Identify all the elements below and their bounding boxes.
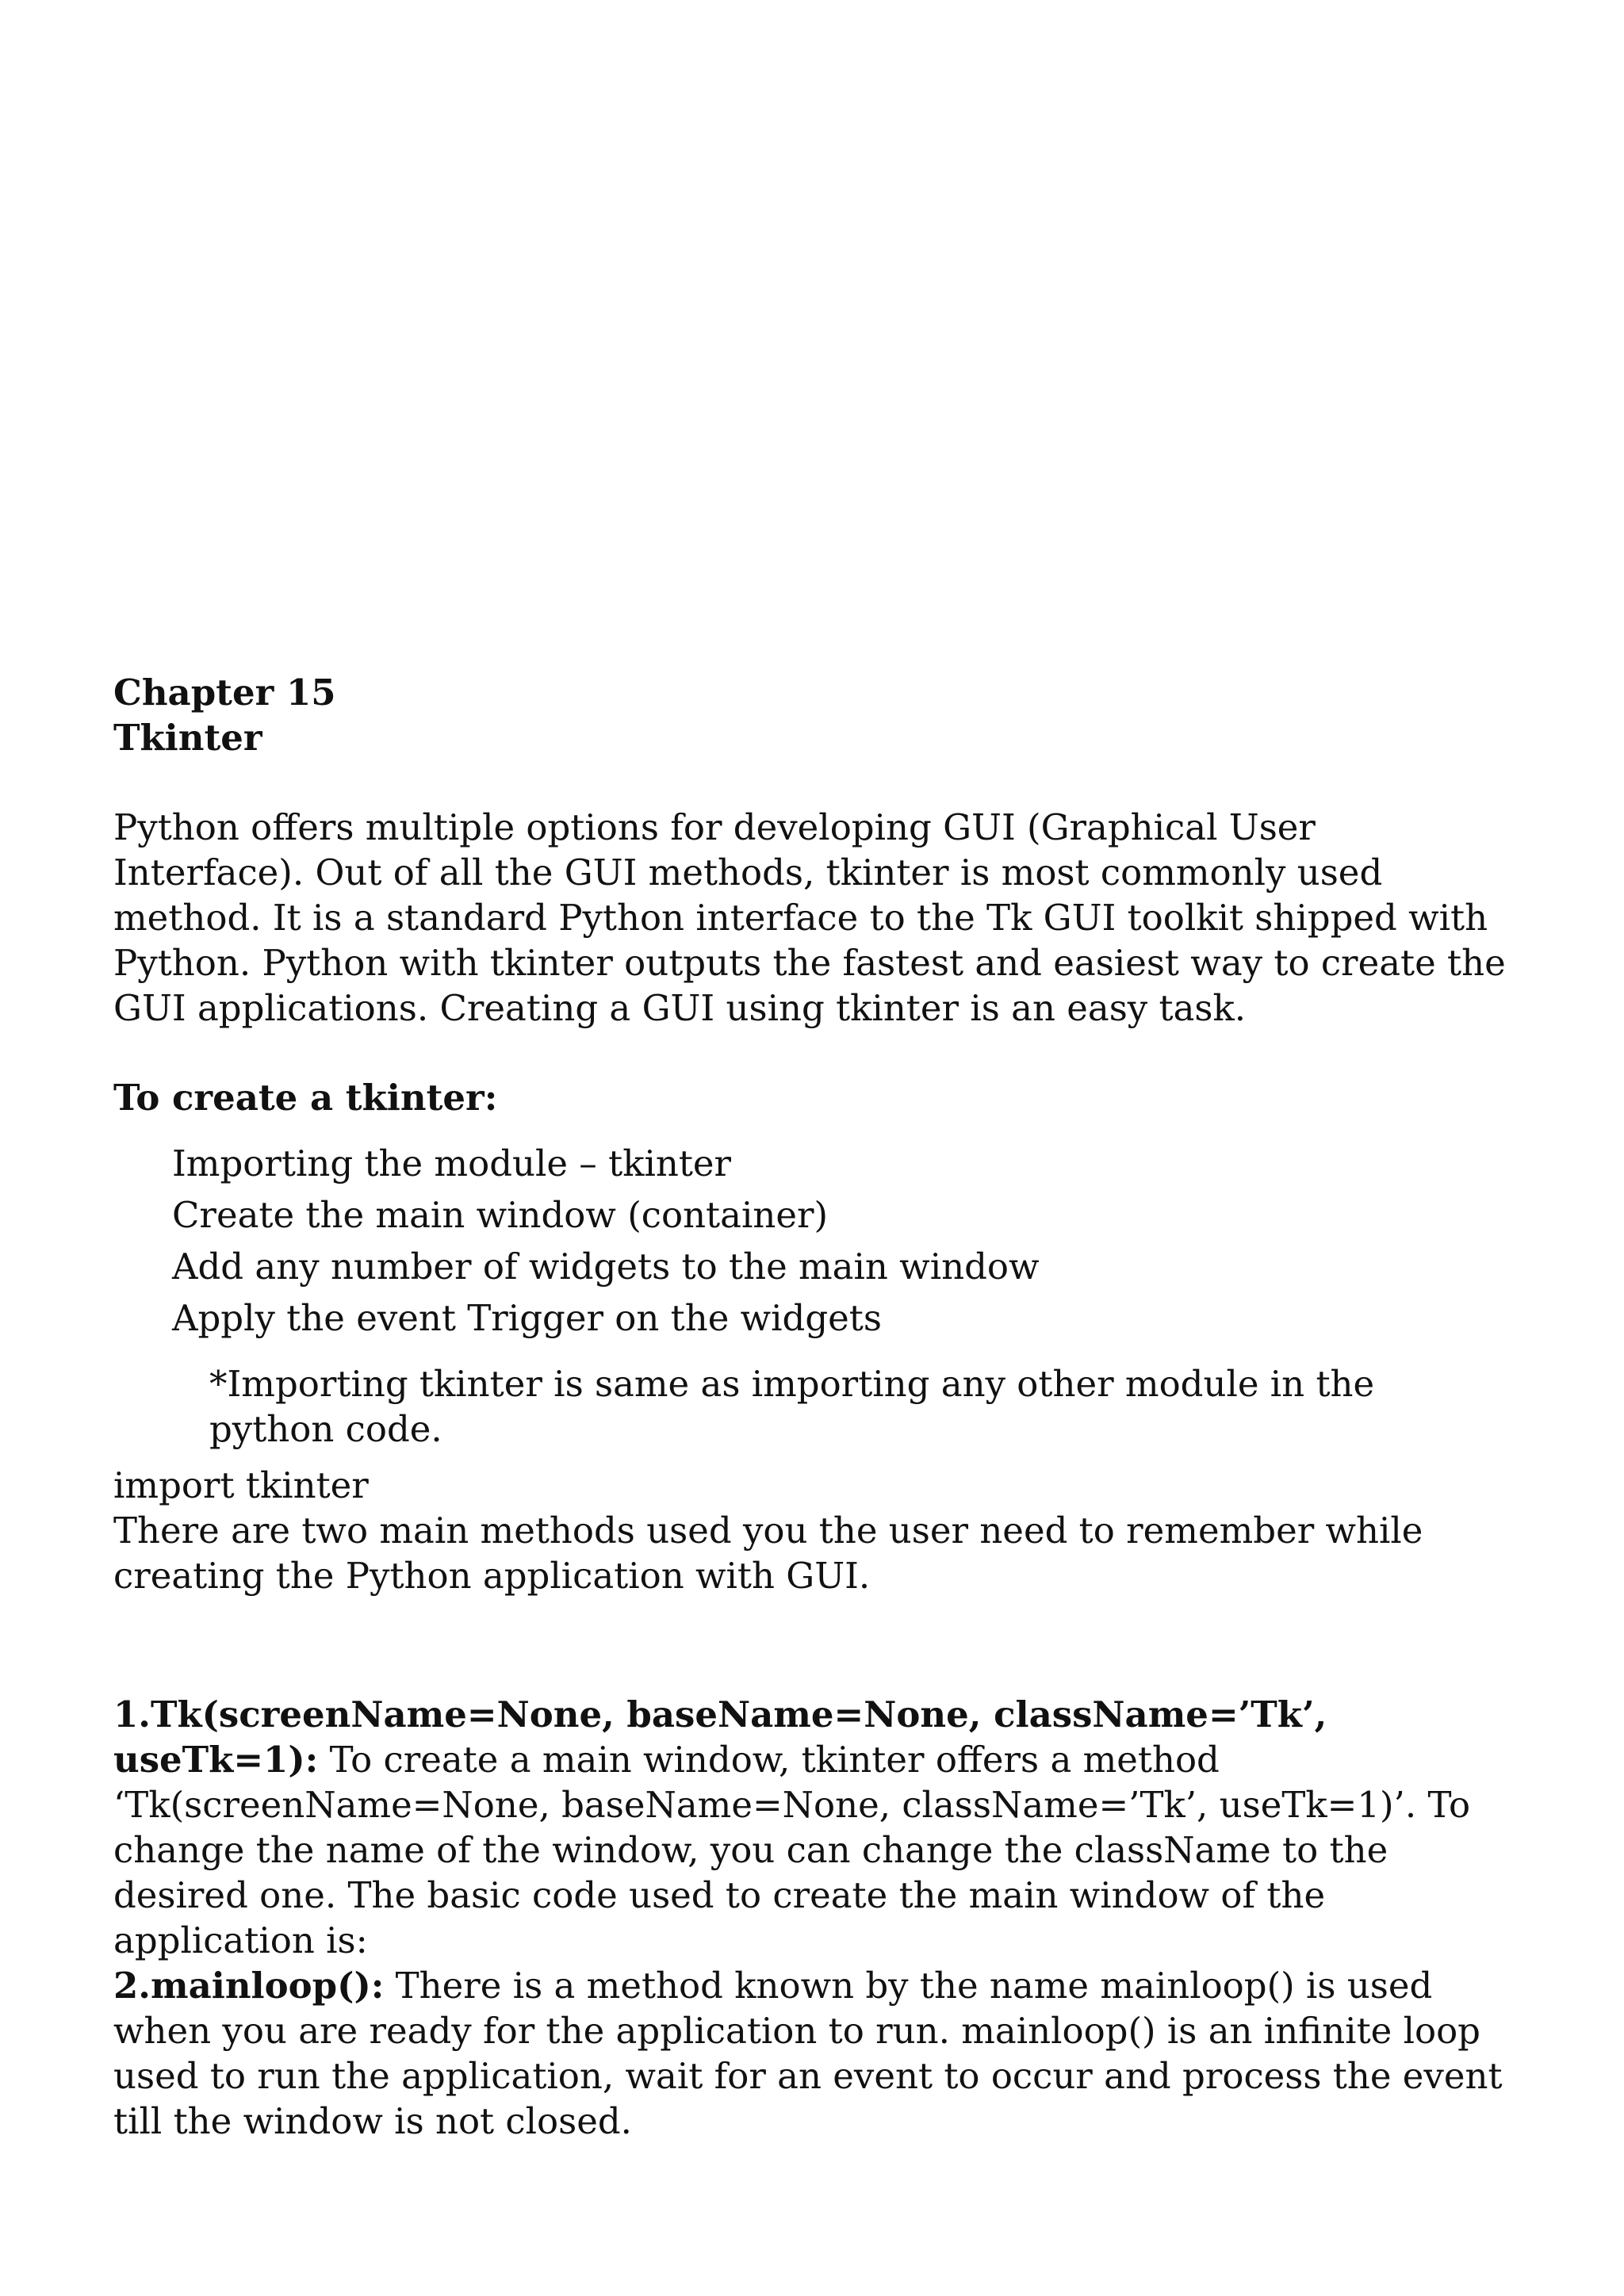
list-item: Importing the module – tkinter xyxy=(172,1142,732,1184)
list-item: Add any number of widgets to the main window xyxy=(172,1246,1040,1288)
intro-paragraph: Python offers multiple options for developing GUI (Graphical User Interface). Out of all the GUI methods, tkinter is most commonly used method. It is a standard Python interface to the Tk GUI toolkit shipped with Python. Python with tkinter outputs the fastest and easiest way to create the GUI applications. Creating a GUI using tkinter is an easy task. xyxy=(113,806,1506,1029)
method-mainloop-paragraph xyxy=(113,1963,1509,2144)
page-content xyxy=(113,670,1509,2144)
spacer xyxy=(113,1120,1509,1138)
steps-list xyxy=(113,1138,1509,1344)
method-mainloop-description: There is a method known by the name mainloop() is used when you are ready for the application to run. mainloop() is an infinite loop used to run the application, wait for an event to occur and process the event till the window is not closed. xyxy=(113,1965,1503,2142)
code-line: import tkinter xyxy=(113,1464,369,1506)
spacer xyxy=(113,1031,1509,1075)
import-note: *Importing tkinter is same as importing any other module in the python code. xyxy=(209,1363,1375,1450)
methods-intro-paragraph: There are two main methods used you the user need to remember while creating the Python application with GUI. xyxy=(113,1510,1423,1597)
spacer xyxy=(113,760,1509,805)
method-mainloop-signature: 2.mainloop(): xyxy=(113,1965,385,2007)
method-tk-paragraph xyxy=(113,1692,1509,1963)
spacer xyxy=(113,1598,1509,1692)
chapter-number: Chapter 15 xyxy=(113,672,336,714)
method-tk-signature: 1.Tk(screenName=None, baseName=None, className=’Tk’, useTk=1): xyxy=(113,1693,1327,1781)
chapter-title: Tkinter xyxy=(113,717,262,759)
section-heading-create: To create a tkinter: xyxy=(113,1077,498,1119)
method-tk-description: To create a main window, tkinter offers a method ‘Tk(screenName=None, baseName=None, className=’Tk’, useTk=1)’. To change the name of the window, you can change the className to the desired one. The basic code used to create the main window of the application is: xyxy=(113,1739,1471,1961)
list-item: Create the main window (container) xyxy=(172,1194,829,1236)
list-item: Apply the event Trigger on the widgets xyxy=(172,1297,882,1339)
